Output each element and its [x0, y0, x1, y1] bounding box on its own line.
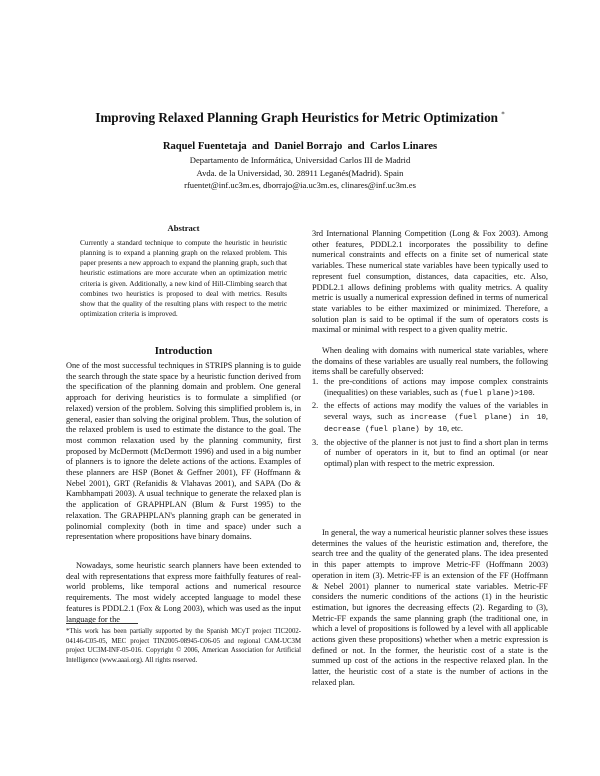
list-item-code: decrease (fuel plane) by 10	[324, 425, 448, 434]
abstract-heading: Abstract	[167, 223, 200, 233]
abstract-text: Currently a standard technique to compute the heuristic in heuristic planning is to expand a planning graph on the relaxed problem. This paper presents a new approach to expand the planning graph, such that heuristic estimations are more accurate when an optimization metric criteria is given. Additionally, a new kind of Hill-Climbing search that combines two heuristics is proposed to deal with metrics. Results show that the quality of the resulting plans with respect to the metric optimization criteria is improved.	[80, 238, 287, 319]
list-item-code: (fuel plane)>100	[459, 389, 533, 398]
footnote	[66, 627, 301, 665]
right-paragraph-1: 3rd International Planning Competition (Long & Fox 2003). Among other features, PDDL2.1 incorporates the possibility to define numerical constraints and effects on a finite set of numerical state variables. These numerical state variables have been typically used to represent fuel consumption, distances, data capacities, etc. Also, PDDL2.1 allows defining problems with quality metrics. A quality metric is usually a numerical expression defined in terms of numerical state variables to be either maximized or minimized. Therefore, a solution plan is said to be optimal if the sum of operators costs is maximal or minimal with respect to a given quality metric.	[312, 229, 548, 335]
list-item	[312, 377, 548, 399]
observation-list	[312, 377, 548, 470]
list-item-tail: .	[532, 387, 535, 397]
list-item-number: 2.	[312, 401, 319, 411]
right-paragraph-3: In general, the way a numerical heuristic planner solves these issues determines the values of the heuristic estimation and, therefore, the search tree and the quality of the generated plans. The idea presented in this paper attempts to improve Metric-FF (Hoffmann 2003) operation in item (3). Metric-FF is an extension of the FF (Hoffmann & Nebel 2001) planner to numerical state variables. Metric-FF considers the numeric conditions of the actions (1) in the heuristic estimation, but ignores the decreasing effects (2). Regarding to (3), Metric-FF expands the same planning graph (the traditional one, in which a level of propositions is followed by a level with all applicable actions given these propositions) whether when a metric expression is defined or not. In the former, the heuristic cost of a state is the summed up cost of the actions in the respective relaxed plan. In the latter, the heuristic cost of a state is the number of actions in the relaxed plan.	[312, 528, 549, 687]
list-item-text: the pre-conditions of actions may impose complex constraints (inequalities) on these variables, such as	[324, 377, 548, 397]
list-item-text: the effects of actions may modify the values of the variables in several ways, such as	[324, 401, 548, 422]
paper-title	[0, 110, 600, 126]
introduction-paragraph-2: Nowadays, some heuristic search planners have been extended to deal with representations that express more faithfully features of real-world problems, like temporal actions and numerical resource requirements. The most widely accepted language to model these features is PDDL2.1 (Fox & Long 2003), which was used as the input language for the	[66, 561, 301, 624]
right-paragraph-2: When dealing with domains with numerical state variables, where the domains of these variables are usually real numbers, the following items shall be carefully observed:	[312, 346, 548, 377]
list-item-number: 3.	[312, 437, 319, 447]
list-item-tail: , etc.	[447, 423, 463, 433]
title-text: Improving Relaxed Planning Graph Heuristics for Metric Optimization	[95, 110, 498, 125]
affiliation-address: Avda. de la Universidad, 30. 28911 Leganés(Madrid). Spain	[196, 168, 404, 178]
title-footnote-mark: *	[501, 110, 505, 119]
list-item-text: the objective of the planner is not just to find a short plan in terms of number of operators in it, but to find an optimal (or near optimal) plan with respect to the metric expression.	[324, 437, 548, 468]
footnote-rule	[66, 623, 138, 624]
funding-note: *This work has been partially supported by the Spanish MCyT project TIC2002-04146-C05-05, MEC project TIN2005-08945-C06-05 and regional CAM-UC3M project UC3M-INF-05-016.	[66, 628, 301, 655]
copyright-notice: Copyright © 2006, American Association for Artificial Intelligence (www.aaai.org). All rights reserved.	[66, 647, 302, 664]
list-item	[312, 438, 548, 470]
list-item-code: increase (fuel plane) in 10	[409, 414, 546, 423]
introduction-heading: Introduction	[154, 346, 213, 357]
affiliation-department: Departamento de Informática, Universidad Carlos III de Madrid	[189, 155, 411, 165]
author-list: Raquel Fuentetaja and Daniel Borrajo and Carlos Linares	[162, 141, 438, 152]
list-item-number: 1.	[312, 377, 319, 386]
introduction-paragraph-1: One of the most successful techniques in STRIPS planning is to guide the search through the state space by a heuristic function derived from the specification of the planning domain and problem. One general approach for deriving heuristics is to formulate a simplified (or relaxed) version of the problem. Solving this simplified problem is, in general, easier than solving the original problem. Thus, the solution of the relaxed problem is used to estimate the distance to the goal. The most common relaxation used by the planning community, first proposed by McDermott (McDermott 1996) and used in a big number of planners is to ignore the delete actions of the actions. Examples of these planners are HSP (Bonet & Geffner 2001), FF (Hoffmann & Nebel 2001), GRT (Refanidis & Vlahavas 2001), and SAPA (Do & Kambhampati 2003). A usual technique to generate the relaxed plan is the application of GRAPHPLAN (Blum & Furst 1995) to the relaxation. The GRAPHPLAN's planning graph can be generated in polinomial complexity (both in time and space) under such a representation where propositions have binary domains.	[66, 361, 301, 542]
affiliation-emails: rfuentet@inf.uc3m.es, dborrajo@ia.uc3m.es, clinares@inf.uc3m.es	[184, 180, 416, 190]
list-item	[312, 401, 548, 435]
list-item-separator: ,	[545, 412, 548, 422]
